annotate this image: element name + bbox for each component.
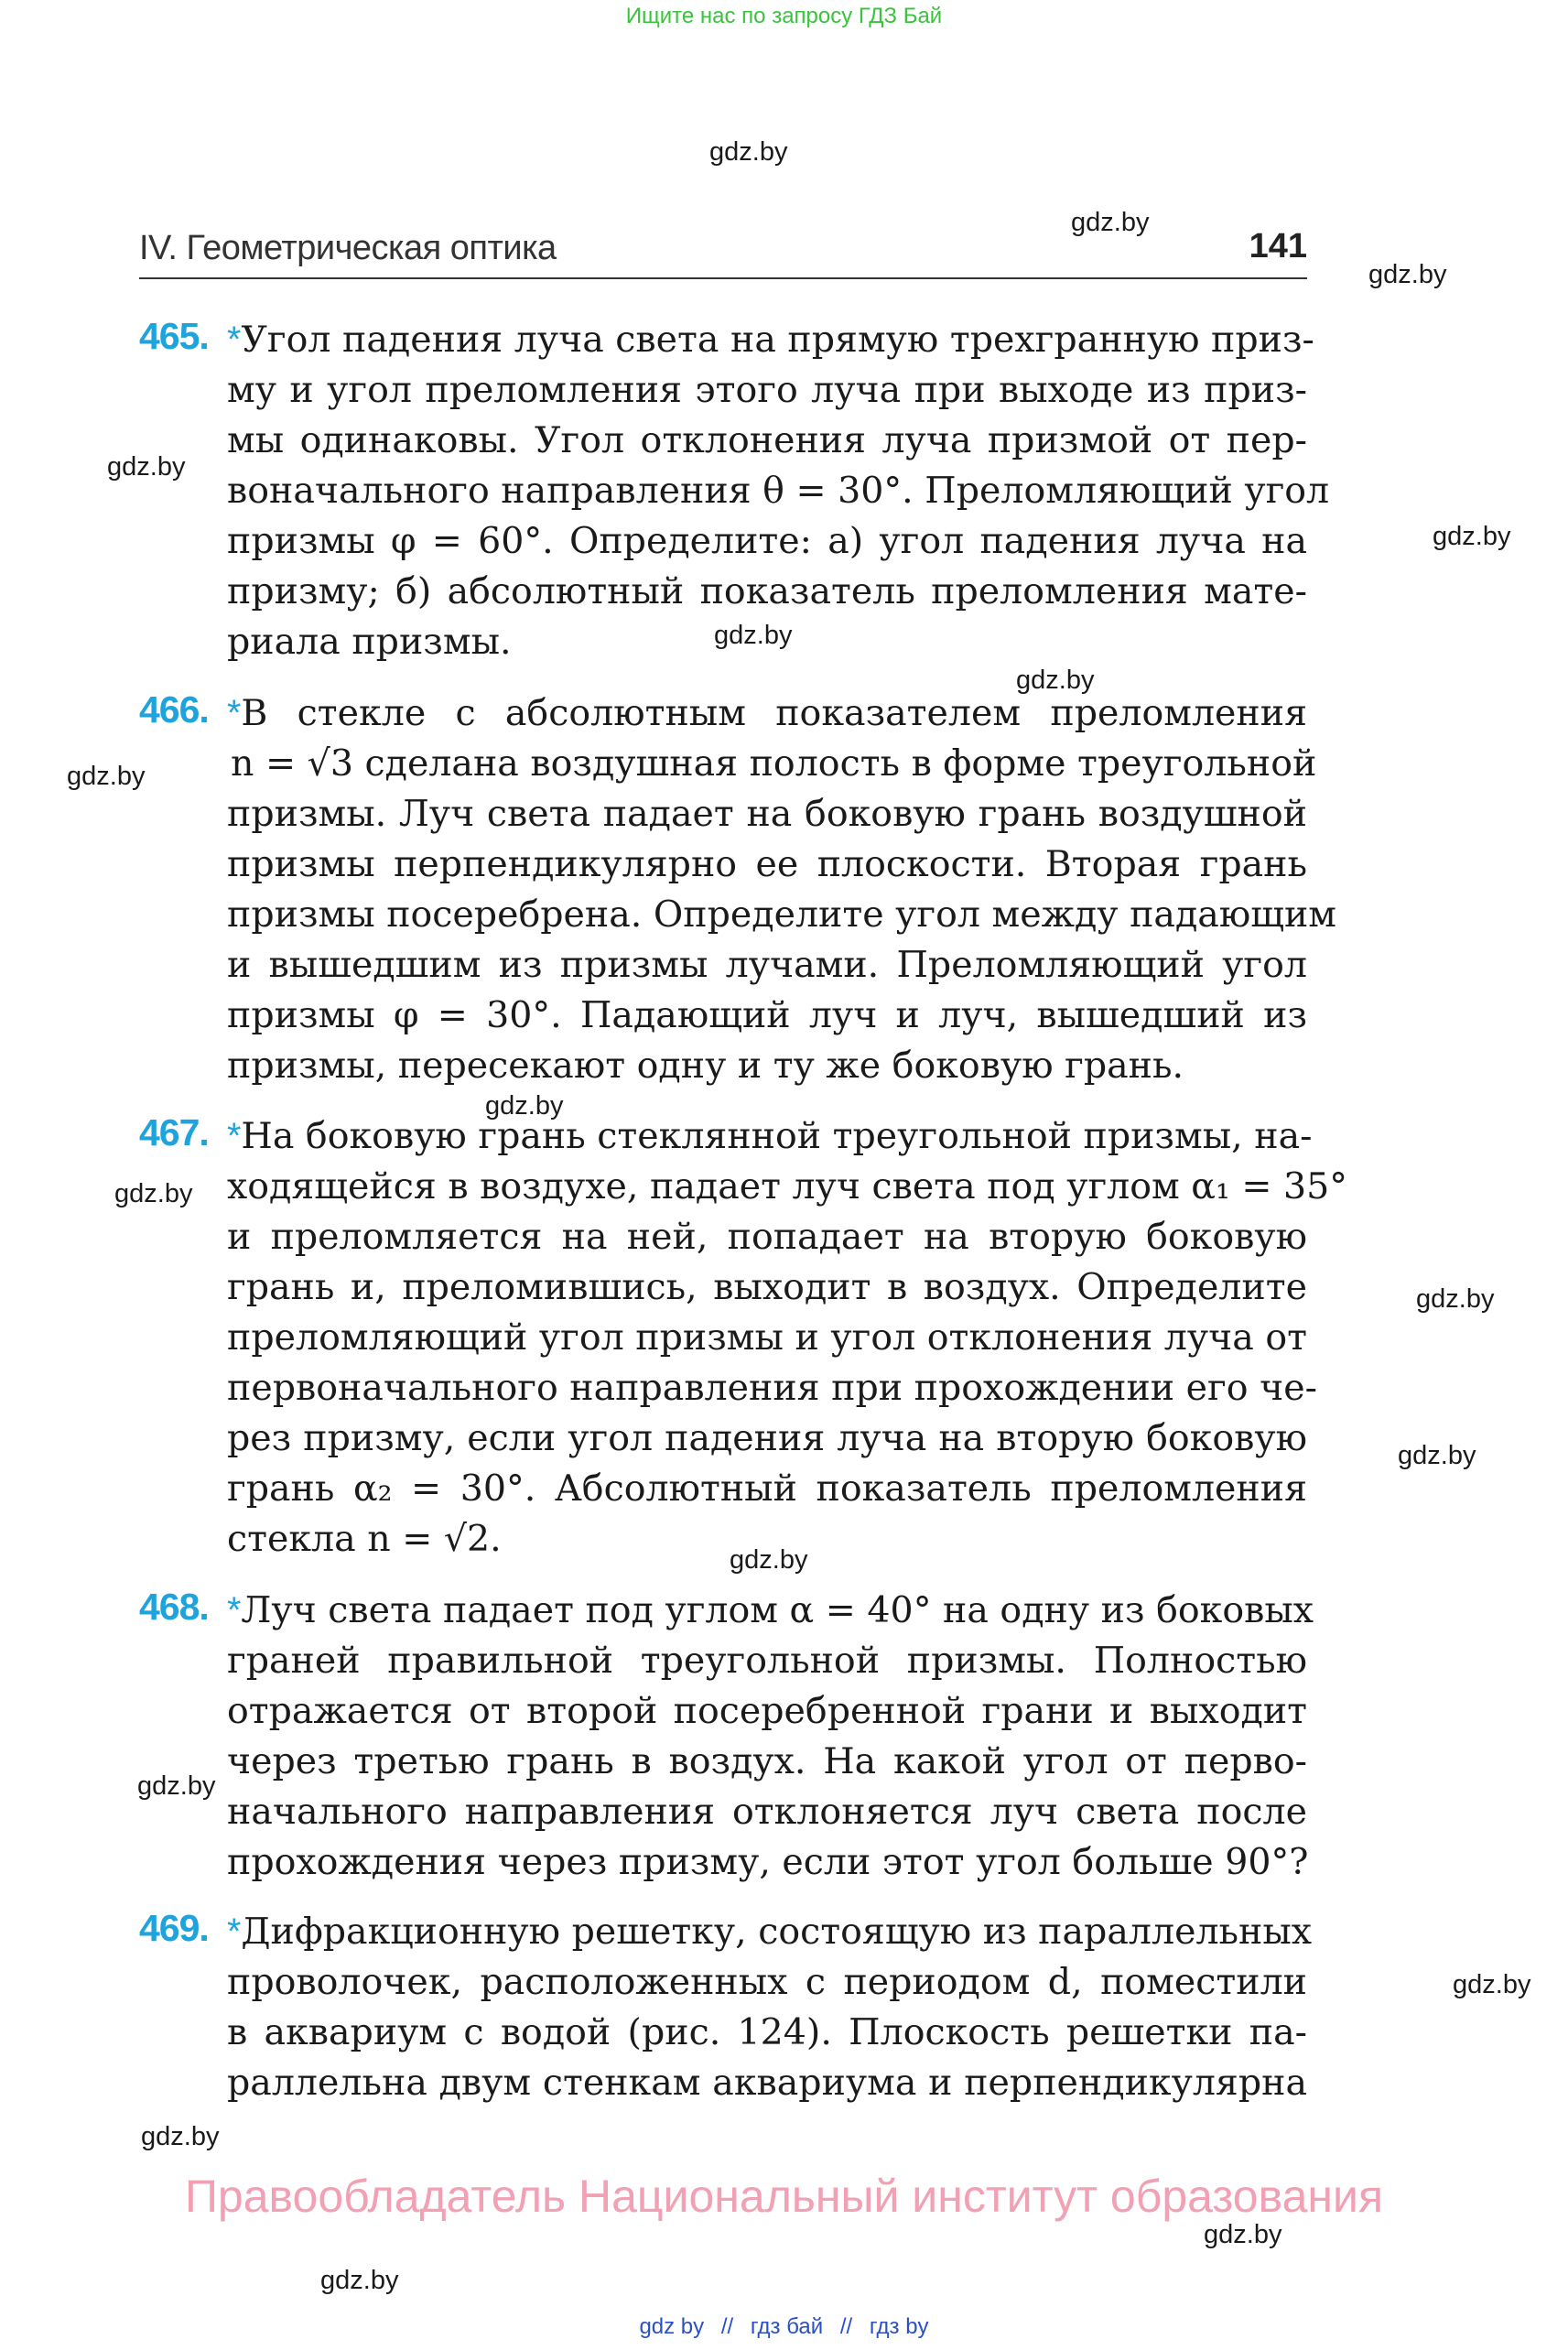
asterisk-mark: * <box>227 693 242 733</box>
problem-line: *На боковую грань стеклянной треугольной призмы, на- <box>227 1115 1313 1157</box>
watermark: gdz.by <box>1433 522 1511 551</box>
asterisk-mark: * <box>227 1911 242 1952</box>
problem-line: отражается от второй посеребренной грани и выходит <box>227 1690 1307 1732</box>
problem-line: рез призму, если угол падения луча на вторую боковую <box>227 1417 1307 1459</box>
bottom-link[interactable]: гдз бай <box>750 2314 824 2339</box>
watermark: gdz.by <box>320 2266 399 2295</box>
copyright-notice: Правообладатель Национальный институт образования <box>184 2171 1384 2222</box>
problem-line: риала призмы. <box>227 621 512 663</box>
asterisk-mark: * <box>227 319 242 360</box>
running-head: IV. Геометрическая оптика <box>139 229 557 267</box>
problem-line: призмы посеребрена. Определите угол между падающим <box>227 893 1337 936</box>
watermark: gdz.by <box>1016 666 1095 695</box>
problem-line: *Дифракционную решетку, состоящую из параллельных <box>227 1911 1313 1953</box>
problem-line: призмы φ = 60°. Определите: а) угол падения луча на <box>227 520 1307 562</box>
watermark: gdz.by <box>1368 260 1447 289</box>
asterisk-mark: * <box>227 1116 242 1156</box>
watermark: gdz.by <box>709 137 788 167</box>
problem-line: грань и, преломившись, выходит в воздух. Определите <box>227 1266 1307 1308</box>
asterisk-mark: * <box>227 1590 242 1630</box>
problem-line: мы одинаковы. Угол отклонения луча призмой от пер- <box>227 419 1307 461</box>
problem-line: *Луч света падает под углом α = 40° на одну из боковых <box>227 1589 1314 1631</box>
link-separator: // <box>839 2314 853 2339</box>
header-rule <box>139 277 1307 279</box>
watermark: gdz.by <box>1071 208 1150 237</box>
problem-line: воначального направления θ = 30°. Преломляющий угол <box>227 470 1330 512</box>
watermark: gdz.by <box>67 762 146 791</box>
problem-number: 469. <box>139 1907 209 1949</box>
problem-line: преломляющий угол призмы и угол отклонения луча от <box>227 1316 1307 1359</box>
problem-line: в аквариум с водой (рис. 124). Плоскость решетки па- <box>227 2011 1307 2053</box>
watermark: gdz.by <box>1453 1970 1531 1999</box>
problem-line: раллельна двум стенкам аквариума и перпендикулярна <box>227 2062 1307 2104</box>
problem-line: и вышедшим из призмы лучами. Преломляющий угол <box>227 944 1307 986</box>
watermark: gdz.by <box>141 2122 220 2151</box>
problem-line: призмы. Луч света падает на боковую грань воздушной <box>227 793 1307 835</box>
watermark: gdz.by <box>1398 1441 1476 1470</box>
problem-line: му и угол преломления этого луча при выходе из приз- <box>227 369 1307 411</box>
problem-line: проволочек, расположенных с периодом d, поместили <box>227 1961 1307 2003</box>
problem-line: и преломляется на ней, попадает на вторую боковую <box>227 1216 1307 1258</box>
problem-line: призмы, пересекают одну и ту же боковую грань. <box>227 1045 1184 1087</box>
problem-line: начального направления отклоняется луч света после <box>227 1791 1307 1833</box>
problem-number: 465. <box>139 315 209 357</box>
problem-line: прохождения через призму, если этот угол больше 90°? <box>227 1841 1309 1883</box>
link-separator: // <box>720 2314 734 2339</box>
problem-line: призму; б) абсолютный показатель преломления мате- <box>227 570 1307 612</box>
watermark: gdz.by <box>730 1545 808 1575</box>
problem-line: граней правильной треугольной призмы. Полностью <box>227 1640 1307 1682</box>
page-number: 141 <box>1249 227 1307 265</box>
problem-number: 468. <box>139 1586 209 1628</box>
problem-number: 467. <box>139 1111 209 1153</box>
watermark: gdz.by <box>107 452 186 482</box>
problem-line: призмы φ = 30°. Падающий луч и луч, вышедший из <box>227 994 1307 1036</box>
bottom-links <box>0 2314 1568 2340</box>
top-banner[interactable]: Ищите нас по запросу ГДЗ Бай <box>625 4 943 28</box>
watermark: gdz.by <box>1416 1284 1495 1314</box>
problem-line: призмы перпендикулярно ее плоскости. Вторая грань <box>227 843 1307 885</box>
problem-line: грань α₂ = 30°. Абсолютный показатель преломления <box>227 1467 1307 1510</box>
watermark: gdz.by <box>714 621 793 650</box>
bottom-link[interactable]: гдз by <box>869 2314 929 2339</box>
problem-line: через третью грань в воздух. На какой угол от перво- <box>227 1740 1307 1782</box>
problem-line: *В стекле с абсолютным показателем преломления <box>227 692 1307 734</box>
problem-line: первоначального направления при прохождении его че- <box>227 1367 1317 1409</box>
problem-number: 466. <box>139 688 209 731</box>
problem-line: n = √3 сделана воздушная полость в форме треугольной <box>231 742 1317 785</box>
watermark: gdz.by <box>137 1771 216 1801</box>
problem-line: *Угол падения луча света на прямую трехгранную приз- <box>227 319 1314 361</box>
problem-line: стекла n = √2. <box>227 1518 502 1560</box>
watermark: gdz.by <box>1204 2220 1282 2249</box>
watermark: gdz.by <box>114 1179 193 1208</box>
problem-line: ходящейся в воздухе, падает луч света под углом α₁ = 35° <box>227 1165 1348 1207</box>
watermark: gdz.by <box>485 1091 564 1121</box>
bottom-link[interactable]: gdz by <box>639 2314 705 2339</box>
